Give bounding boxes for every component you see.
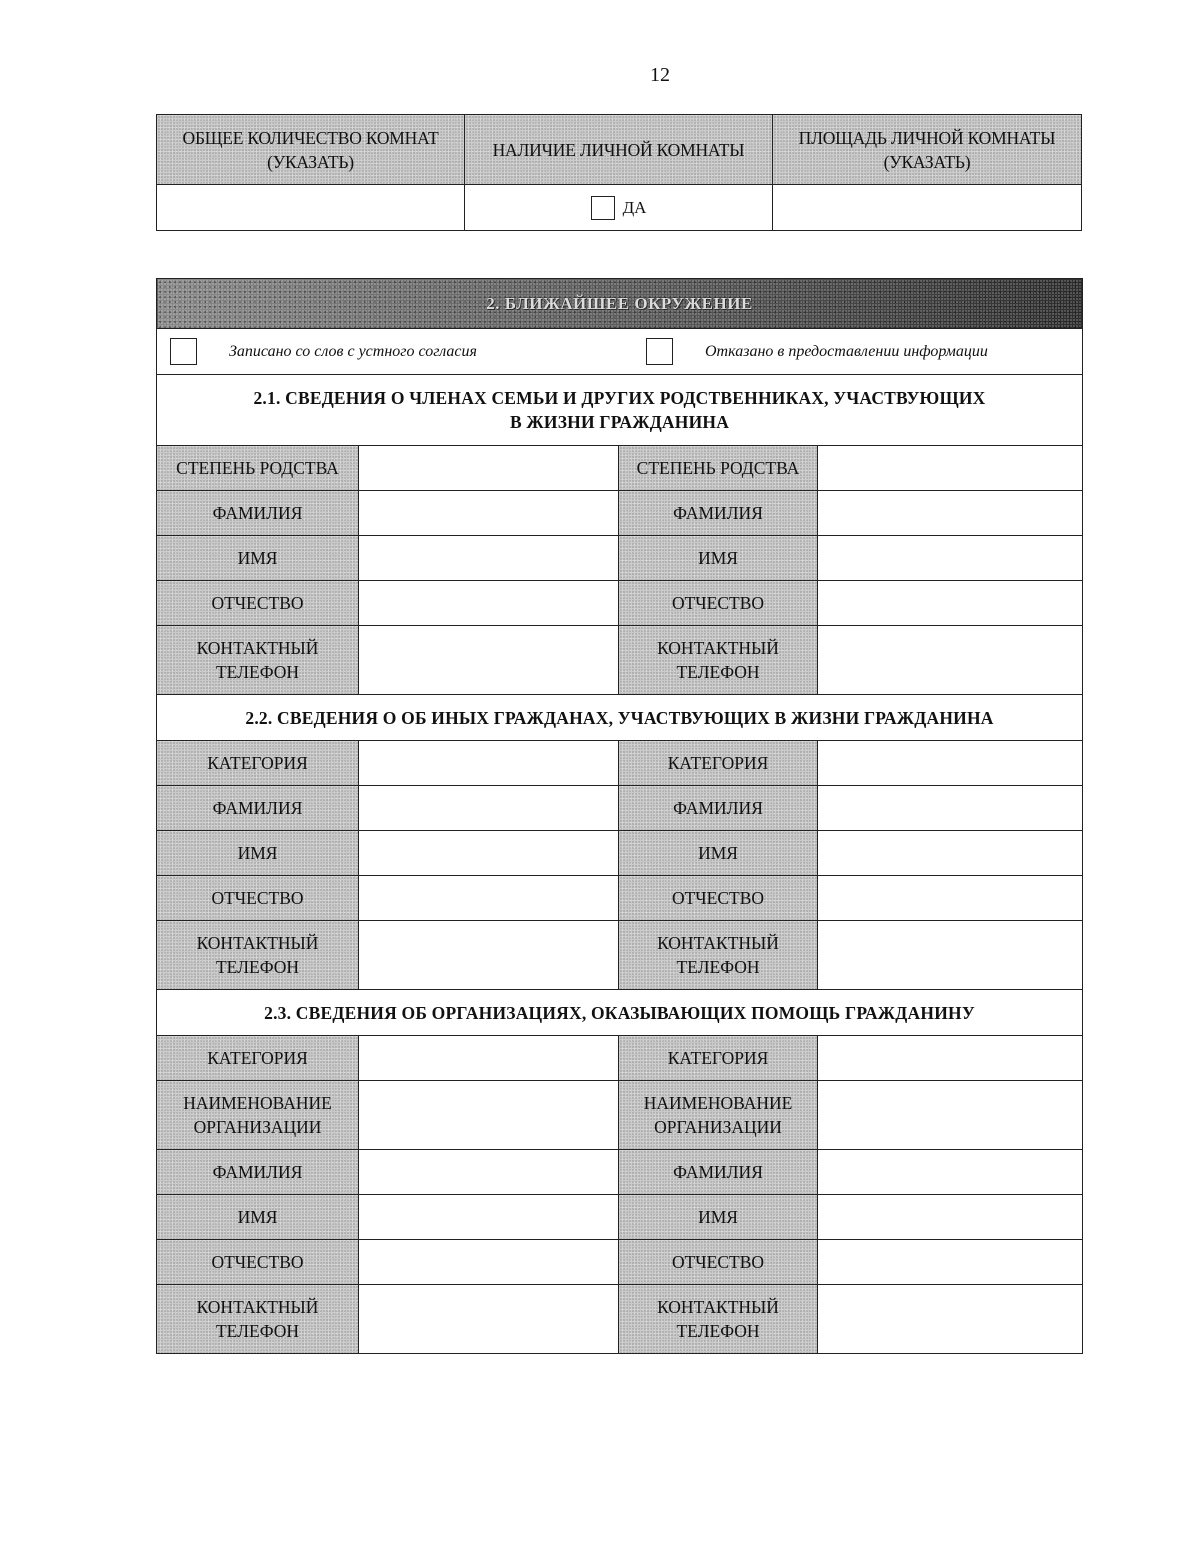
surname-label: ФАМИЛИЯ — [157, 1150, 359, 1195]
organization-name-label: НАИМЕНОВАНИЕ ОРГАНИЗАЦИИ — [619, 1081, 818, 1150]
surname-field[interactable] — [818, 786, 1083, 831]
page-number: 12 — [650, 64, 670, 86]
name-field[interactable] — [359, 831, 619, 876]
name-label: ИМЯ — [619, 1195, 818, 1240]
environment-table — [156, 278, 1083, 1354]
phone-label: КОНТАКТНЫЙ ТЕЛЕФОН — [619, 626, 818, 695]
name-label: ИМЯ — [157, 831, 359, 876]
room-area-field[interactable] — [773, 185, 1082, 231]
surname-label: ФАМИЛИЯ — [157, 786, 359, 831]
name-label: ИМЯ — [619, 536, 818, 581]
category-label: КАТЕГОРИЯ — [157, 741, 359, 786]
name-label: ИМЯ — [619, 831, 818, 876]
surname-label: ФАМИЛИЯ — [619, 786, 818, 831]
relation-label: СТЕПЕНЬ РОДСТВА — [157, 446, 359, 491]
phone-field[interactable] — [818, 921, 1083, 990]
surname-field[interactable] — [359, 786, 619, 831]
section-2-title: 2. БЛИЖАЙШЕЕ ОКРУЖЕНИЕ — [157, 279, 1083, 329]
own-room-header: НАЛИЧИЕ ЛИЧНОЙ КОМНАТЫ — [465, 115, 773, 185]
phone-field[interactable] — [359, 626, 619, 695]
category-label: КАТЕГОРИЯ — [157, 1036, 359, 1081]
patronymic-field[interactable] — [818, 876, 1083, 921]
own-room-cell — [465, 185, 773, 231]
name-field[interactable] — [818, 536, 1083, 581]
consent-refused-checkbox[interactable] — [646, 338, 673, 365]
phone-field[interactable] — [359, 1285, 619, 1354]
room-area-header: ПЛОЩАДЬ ЛИЧНОЙ КОМНАТЫ (УКАЗАТЬ) — [773, 115, 1082, 185]
organization-name-field[interactable] — [359, 1081, 619, 1150]
own-room-checkbox-label: ДА — [622, 197, 647, 217]
surname-label: ФАМИЛИЯ — [157, 491, 359, 536]
phone-label: КОНТАКТНЫЙ ТЕЛЕФОН — [619, 1285, 818, 1354]
relation-field[interactable] — [818, 446, 1083, 491]
patronymic-label: ОТЧЕСТВО — [619, 876, 818, 921]
subsection-2-1-title-line1: 2.1. СВЕДЕНИЯ О ЧЛЕНАХ СЕМЬИ И ДРУГИХ РОДСТВЕННИКАХ, УЧАСТВУЮЩИХ — [253, 388, 986, 408]
name-label: ИМЯ — [157, 536, 359, 581]
phone-label: КОНТАКТНЫЙ ТЕЛЕФОН — [157, 921, 359, 990]
rooms-table — [156, 114, 1082, 231]
patronymic-field[interactable] — [359, 581, 619, 626]
subsection-2-2-title: 2.2. СВЕДЕНИЯ О ОБ ИНЫХ ГРАЖДАНАХ, УЧАСТВУЮЩИХ В ЖИЗНИ ГРАЖДАНИНА — [157, 695, 1083, 741]
category-field[interactable] — [359, 1036, 619, 1081]
own-room-checkbox[interactable] — [591, 196, 615, 220]
consent-oral-label: Записано со слов с устного согласия — [229, 342, 477, 360]
surname-field[interactable] — [818, 1150, 1083, 1195]
organization-name-field[interactable] — [818, 1081, 1083, 1150]
consent-row — [157, 329, 1083, 375]
phone-field[interactable] — [359, 921, 619, 990]
patronymic-field[interactable] — [818, 1240, 1083, 1285]
surname-field[interactable] — [359, 491, 619, 536]
consent-oral-checkbox[interactable] — [170, 338, 197, 365]
category-label: КАТЕГОРИЯ — [619, 741, 818, 786]
name-label: ИМЯ — [157, 1195, 359, 1240]
phone-field[interactable] — [818, 1285, 1083, 1354]
name-field[interactable] — [359, 536, 619, 581]
patronymic-label: ОТЧЕСТВО — [157, 876, 359, 921]
subsection-2-1-title-line2: В ЖИЗНИ ГРАЖДАНИНА — [509, 412, 730, 432]
category-label: КАТЕГОРИЯ — [619, 1036, 818, 1081]
patronymic-field[interactable] — [818, 581, 1083, 626]
subsection-2-1-title — [157, 375, 1083, 446]
phone-label: КОНТАКТНЫЙ ТЕЛЕФОН — [157, 626, 359, 695]
total-rooms-header: ОБЩЕЕ КОЛИЧЕСТВО КОМНАТ (УКАЗАТЬ) — [157, 115, 465, 185]
subsection-2-3-title: 2.3. СВЕДЕНИЯ ОБ ОРГАНИЗАЦИЯХ, ОКАЗЫВАЮЩИХ ПОМОЩЬ ГРАЖДАНИНУ — [157, 990, 1083, 1036]
phone-field[interactable] — [818, 626, 1083, 695]
patronymic-field[interactable] — [359, 876, 619, 921]
organization-name-label: НАИМЕНОВАНИЕ ОРГАНИЗАЦИИ — [157, 1081, 359, 1150]
relation-label: СТЕПЕНЬ РОДСТВА — [619, 446, 818, 491]
name-field[interactable] — [818, 1195, 1083, 1240]
consent-refused-label: Отказано в предоставлении информации — [705, 342, 988, 360]
surname-label: ФАМИЛИЯ — [619, 1150, 818, 1195]
relation-field[interactable] — [359, 446, 619, 491]
patronymic-label: ОТЧЕСТВО — [157, 1240, 359, 1285]
patronymic-label: ОТЧЕСТВО — [619, 581, 818, 626]
name-field[interactable] — [359, 1195, 619, 1240]
total-rooms-field[interactable] — [157, 185, 465, 231]
category-field[interactable] — [818, 741, 1083, 786]
surname-label: ФАМИЛИЯ — [619, 491, 818, 536]
phone-label: КОНТАКТНЫЙ ТЕЛЕФОН — [157, 1285, 359, 1354]
surname-field[interactable] — [818, 491, 1083, 536]
surname-field[interactable] — [359, 1150, 619, 1195]
name-field[interactable] — [818, 831, 1083, 876]
patronymic-field[interactable] — [359, 1240, 619, 1285]
phone-label: КОНТАКТНЫЙ ТЕЛЕФОН — [619, 921, 818, 990]
category-field[interactable] — [818, 1036, 1083, 1081]
category-field[interactable] — [359, 741, 619, 786]
patronymic-label: ОТЧЕСТВО — [619, 1240, 818, 1285]
patronymic-label: ОТЧЕСТВО — [157, 581, 359, 626]
